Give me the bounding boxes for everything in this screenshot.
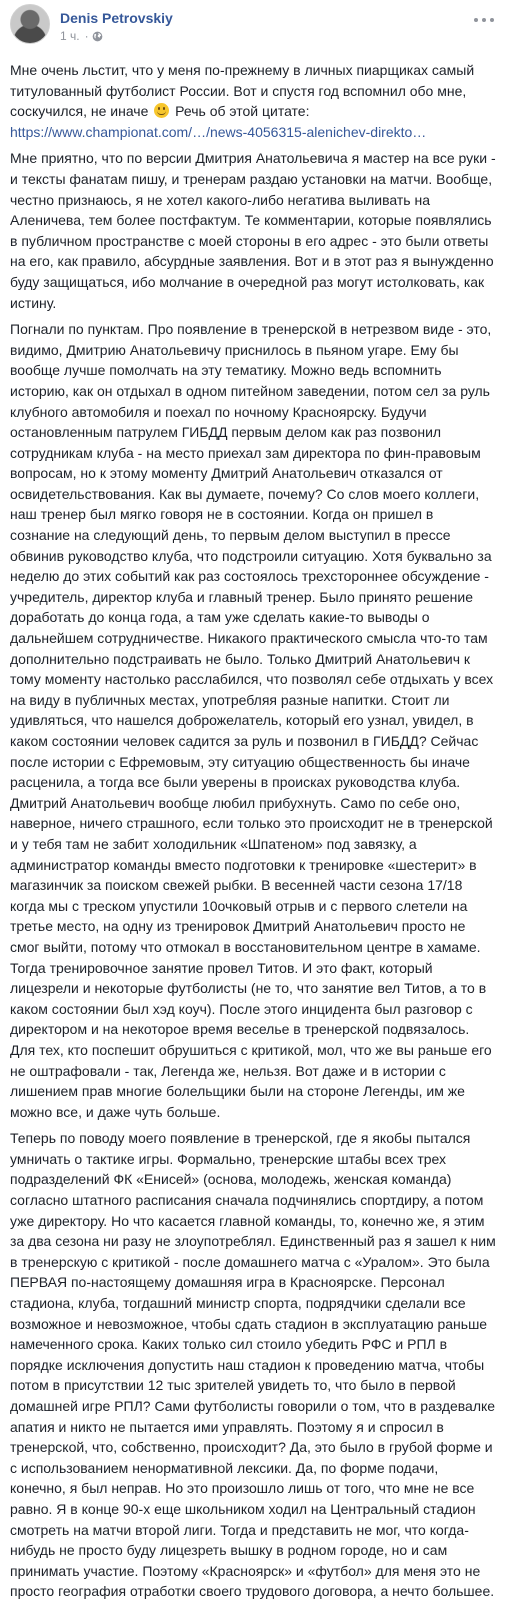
- more-options-icon[interactable]: [474, 14, 494, 26]
- intro-text-continued: Речь об этой цитате:: [175, 103, 310, 120]
- avatar[interactable]: [10, 4, 50, 44]
- post-paragraph: Теперь по поводу моего появление в тренерской, где я якобы пытался умничать о тактике игры. Формально, тренерские штабы всех трех подразделений ФК «Енисей» (основа, молодежь, женская команда) согласно штатного расписания сначала подчинялись спортдиру, а потом уже директору. Но что касается главной команды, то, конечно же, я этим за два сезона ни разу не злоупотреблял. Единственный раз я зашел к ним в тренерскую с критикой - после домашнего матча с «Уралом». Это была ПЕРВАЯ по-настоящему домашняя игра в Красноярске. Персонал стадиона, клуба, тогдашний министр спорта, подрядчики сделали все возможное и невозможное, чтобы сдать стадион в эксплуатацию раньше намеченного срока. Каких только сил стоило убедить РФС и РПЛ в порядке исключения допустить наш стадион к проведению матча, чтобы потом в присутствии 12 тыс зрителей увидеть то, что было в первой домашней игре РПЛ? Сами футболисты говорили о том, что в раздевалке апатия и никто не пытается ими управлять. Поэтому я и спросил в тренерской, что, собственно, происходит? Да, это было в грубой форме и с использованием ненормативной лексики. Да, по форме подачи, конечно, я был неправ. Но это произошло лишь от того, что мне не все равно. Я в конце 90-х еще школьником ходил на Центральный стадион смотреть на матчи второй лиги. Тогда и представить не мог, что когда-нибудь не просто буду лицезреть вышку в родном городе, но и сам принимать участие. Поэтому «Красноярск» и «футбол» для меня это не просто география отработки своего трудового договора, а нечто большее.: [10, 1130, 496, 1600]
- post-body: [10, 60, 496, 1608]
- post-paragraph: Погнали по пунктам. Про появление в тренерской в нетрезвом виде - это, видимо, Дмитрию Анатольевичу приснилось в пьяном угаре. Ему бы вообще лучше помолчать на эту тематику. Можно ведь вспомнить историю, как он отдыхал в одном питейном заведении, потом сел за руль клубного автомобиля и поехал по ночному Красноярску. Будучи остановленным патрулем ГИБДД первым делом как раз позвонил сотрудникам клуба - на место приехал зам директора по фин-правовым вопросам, но к этому моменту Дмитрий Анатольевич отказался от освидетельствования. Как вы думаете, почему? Со слов моего коллеги, наш тренер был мягко говоря не в состоянии. Когда он пришел в сознание на следующий день, то первым делом выступил в прессе обвинив руководство клуба, что подстроили ситуацию. Хотя буквально за неделю до этих событий как раз состоялось трехстороннее обсуждение - учредитель, директор клуба и главный тренер. Было принято решение доработать до конца года, а там уже сделать какие-то выводы о дальнейшем сотрудничестве. Никакого практического смысла что-то там дополнительно подстраивать не было. Только Дмитрий Анатольевич к тому моменту настолько расслабился, что позволял себе отдыхать у всех на виду в публичных местах, употребляя разные напитки. Стоит ли удивляться, что нашелся доброжелатель, который его узнал, увидел, в каком состоянии человек садится за руль и позвонил в ГИБДД? Сейчас после истории с Ефремовым, эту ситуацию общественность бы иначе расценила, а тогда все были уверены в происках руководства клуба. Дмитрий Анатольевич вообще любил прибухнуть. Само по себе оно, наверное, ничего страшного, если только это происходит не в тренерской и у тебя там не забит холодильник «Шпатеном» под завязку, а администратор команды вместо подготовки к тренировке «шестерит» в магазинчик за поиском свежей рыбки. В весенней части сезона 17/18 когда мы с треском упустили 10очковый отрыв и с первого слетели на третье место, на одну из тренировок Дмитрий Анатольевич просто не смог выйти, потому что отмокал в восстановительном центре в хамаме. Тогда тренировочное занятие провел Титов. И это факт, который лицезрели и некоторые футболисты (не то, что занятие вел Титов, а то в каком состоянии был хэд коуч). После этого инцидента был разговор с директором и на некоторое время веселье в тренерской подвязалось. Для тех, кто поспешит обрушиться с критикой, мол, что же вы раньше его не оштрафовали - так, Легенда же, нельзя. Вот даже и в истории с лишением прав многие болельщики были на стороне Легенды, им же можно все, и даже чуть больше.: [10, 321, 494, 1120]
- article-link[interactable]: https://www.championat.com/…/news-4056315-alenichev-direkto…: [10, 123, 427, 140]
- separator-dot: ·: [84, 29, 89, 43]
- post-meta: [60, 4, 173, 50]
- globe-icon[interactable]: [92, 31, 103, 42]
- post-subline: [60, 29, 173, 43]
- smiling-face-emoji-icon: [154, 103, 169, 118]
- author-name[interactable]: Denis Petrovskiy: [60, 10, 173, 26]
- post-header: [10, 4, 173, 50]
- post-timestamp[interactable]: 1 ч.: [60, 29, 80, 43]
- intro-text: Мне очень льстит, что у меня по-прежнему в личных пиарщиках самый титулованный футболист России. Вот и спустя год вспомнил обо мне, соскучился, не иначе: [10, 62, 475, 120]
- post-paragraph: Мне приятно, что по версии Дмитрия Анатольевича я мастер на все руки - и тексты фанатам пишу, и тренерам раздаю установки на матчи. Вообще, честно признаюсь, я не хотел какого-либо негатива выливать на Аленичева, тем более постфактум. Те комментарии, которые появлялись в публичном пространстве с моей стороны в его адрес - это были ответы на его, как правило, абсурдные заявления. Вот и в этот раз я вынужденно буду защищаться, ибо молчание в очередной раз могут истолковать, как истину.: [10, 150, 496, 311]
- post-intro: [10, 60, 496, 142]
